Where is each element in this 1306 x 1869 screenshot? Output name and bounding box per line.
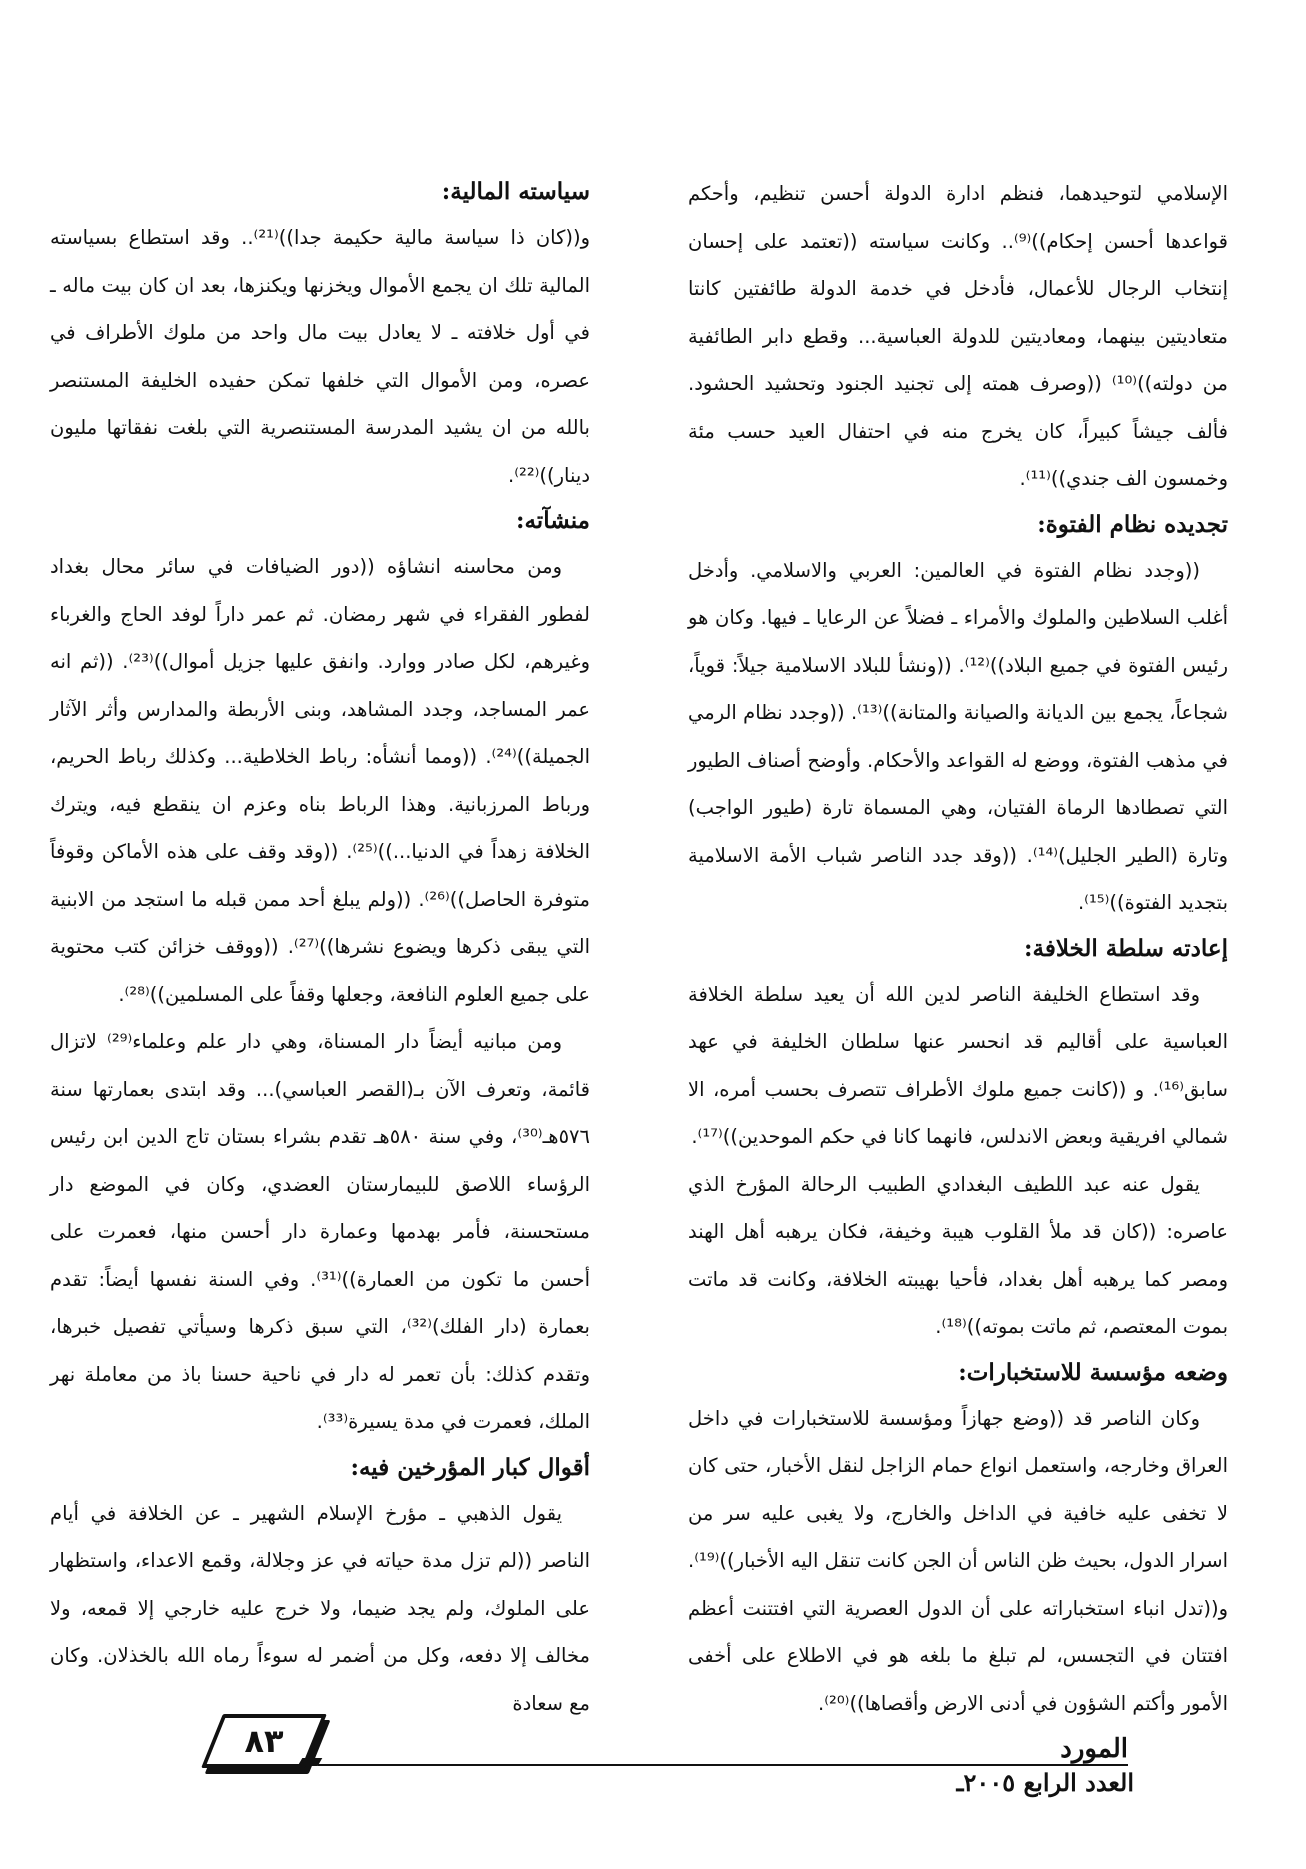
paragraph: يقول الذهبي ـ مؤرخ الإسلام الشهير ـ عن الخلافة في أيام الناصر ((لم تزل مدة حياته في عز وجلالة، وقمع الاعداء، واستظهار على الملوك، ولم يجد ضيما، ولا خرج عليه خارجي إلا قمعه، ولا مخالف إلا دفعه، وكل من أضمر له سوءاً رماه الله بالخذلان. وكان مع سعادة	[50, 1501, 590, 1715]
section-heading-buildings: منشآته:	[515, 507, 590, 534]
journal-name: المورد	[1060, 1734, 1128, 1764]
issue-label: العدد الرابع ٢٠٠٥ـ	[956, 1768, 1134, 1797]
section-heading-finance: سياسته المالية:	[441, 178, 590, 205]
section-heading-historians: أقوال كبار المؤرخين فيه:	[350, 1453, 590, 1481]
paragraph: ومن مبانيه أيضاً دار المسناة، وهي دار علم وعلماء⁽²⁹⁾ لاتزال قائمة، وتعرف الآن بـ(القصر العباسي)... وقد ابتدى بعمارتها سنة ٥٧٦هـ⁽³⁰⁾، وفي سنة ٥٨٠هـ تقدم بشراء بستان تاج الدين ابن رئيس الرؤساء اللاصق للبيمارستان العضدي، وكان في الموضع دار مستحسنة، فأمر بهدمها وعمارة دار أحسن منها، فعمرت على أحسن ما تكون من العمارة))⁽³¹⁾. وفي السنة نفسها أيضاً: تقدم بعمارة (دار الفلك)⁽³²⁾، التي سبق ذكرها وسيأتي تفصيل خبرها، وتقدم كذلك: بأن تعمر له دار في ناحية حسنا باذ من معاملة نهر الملك، فعمرت في مدة يسيرة⁽³³⁾.	[50, 1030, 590, 1433]
page-footer	[0, 1708, 1306, 1858]
page-number: ٨٣	[244, 1722, 284, 1760]
section-heading-futuwwa: تجديده نظام الفتوة:	[1037, 510, 1228, 538]
left-column	[50, 170, 590, 1727]
paragraph: وقد استطاع الخليفة الناصر لدين الله أن يعيد سلطة الخلافة العباسية على أقاليم قد انحسر عنها سلطان الخليفة في عهد سابق⁽¹⁶⁾. و ((كانت جميع ملوك الأطراف تتصرف بحسب أمره، الا شمالي افريقية وبعض الاندلس، فانهما كانا في حكم الموحدين))⁽¹⁷⁾.	[688, 982, 1228, 1148]
footer-rule	[318, 1764, 1128, 1766]
right-column	[688, 170, 1228, 1727]
section-heading-caliphate: إعادته سلطة الخلافة:	[1024, 934, 1228, 962]
paragraph: يقول عنه عبد اللطيف البغدادي الطبيب الرحالة المؤرخ الذي عاصره: ((كان قد ملأ القلوب هيبة وخيفة، فكان يرهبه أهل الهند ومصر كما يرهبه أهل بغداد، فأحيا بهيبته الخلافة، وكانت قد ماتت بموت المعتصم، ثم ماتت بموته))⁽¹⁸⁾.	[688, 1172, 1228, 1338]
paragraph: وكان الناصر قد ((وضع جهازاً ومؤسسة للاستخبارات في داخل العراق وخارجه، واستعمل انواع حمام الزاجل لنقل الأخبار، حتى كان لا تخفى عليه خافية في الداخل والخارج، ولا يغبى عليه سر من اسرار الدول، بحيث ظن الناس أن الجن كانت تنقل اليه الأخبار))⁽¹⁹⁾. و((تدل انباء استخباراته على أن الدول العصرية التي افتتنت أعظم افتتان في التجسس، لم تبلغ ما بلغه هو في الاطلاع على أخفى الأمور وأكتم الشؤون في أدنى الارض وأقصاها))⁽²⁰⁾.	[688, 1406, 1228, 1715]
paragraph: ومن محاسنه انشاؤه ((دور الضيافات في سائر محال بغداد لفطور الفقراء في شهر رمضان. ثم عمر داراً لوفد الحاج والغرباء وغيرهم، لكل صادر ووارد. وانفق عليها جزيل أموال))⁽²³⁾. ((ثم انه عمر المساجد، وجدد المشاهد، وبنى الأربطة والمدارس وأثر الآثار الجميلة))⁽²⁴⁾. ((ومما أنشأه: رباط الخلاطية... وكذلك رباط الحريم، ورباط المرزبانية. وهذا الرباط بناه وعزم ان ينقطع فيه، ويترك الخلافة زهداً في الدنيا...))⁽²⁵⁾. ((وقد وقف على هذه الأماكن وقوفاً متوفرة الحاصل))⁽²⁶⁾. ((ولم يبلغ أحد ممن قبله ما استجد من الابنية التي يبقى ذكرها ويضوع نشرها))⁽²⁷⁾. ((ووقف خزائن كتب محتوية على جميع العلوم النافعة، وجعلها وقفاً على المسلمين))⁽²⁸⁾.	[50, 555, 590, 1006]
section-heading-intelligence: وضعه مؤسسة للاستخبارات:	[958, 1358, 1228, 1386]
paragraph: ((وجدد نظام الفتوة في العالمين: العربي والاسلامي. وأدخل أغلب السلاطين والملوك والأمراء ـ فضلاً عن الرعايا ـ فيها. وكان هو رئيس الفتوة في جميع البلاد))⁽¹²⁾. ((ونشأ للبلاد الاسلامية جيلاً: قوياً، شجاعاً، يجمع بين الديانة والصيانة والمتانة))⁽¹³⁾. ((وجدد نظام الرمي في مذهب الفتوة، ووضع له القواعد والأحكام. وأوضح أصناف الطيور التي تصطادها الرماة الفتيان، وهي المسماة تارة (طيور الواجب) وتارة (الطير الجليل)⁽¹⁴⁾. ((وقد جدد الناصر شباب الأمة الاسلامية بتجديد الفتوة))⁽¹⁵⁾.	[688, 558, 1228, 914]
paragraph: و((كان ذا سياسة مالية حكيمة جدا))⁽²¹⁾.. وقد استطاع بسياسته المالية تلك ان يجمع الأموال ويخزنها ويكنزها، بعد ان كان بيت ماله ـ في أول خلافته ـ لا يعادل بيت مال واحد من ملوك الأطراف في عصره، ومن الأموال التي خلفها تمكن حفيده الخليفة المستنصر بالله من ان يشيد المدرسة المستنصرية التي بلغت نفقاتها مليون دينار))⁽²²⁾.	[50, 226, 591, 487]
paragraph: الإسلامي لتوحيدهما، فنظم ادارة الدولة أحسن تنظيم، وأحكم قواعدها أحسن إحكام))⁽⁹⁾.. وكانت سياسته ((تعتمد على إحسان إنتخاب الرجال للأعمال، فأدخل في خدمة الدولة طائفتين كانتا متعاديتين بينهما، ومعاديتين للدولة العباسية... وقطع دابر الطائفية من دولته))⁽¹⁰⁾ ((وصرف همته إلى تجنيد الجنود وتحشيد الحشود. فألف جيشاً كبيراً، كان يخرج منه في احتفال العيد حسب مئة وخمسون الف جندي))⁽¹¹⁾.	[688, 182, 1229, 490]
